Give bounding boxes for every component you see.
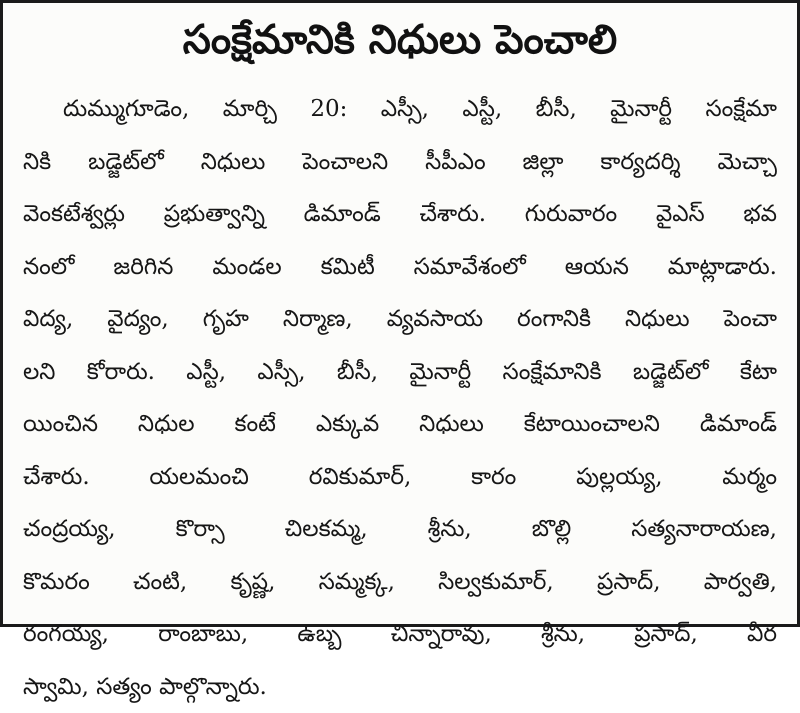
article-headline: సంక్షేమానికి నిధులు పెంచాలి: [3, 13, 797, 67]
article-line: యించిన నిధుల కంటే ఎక్కువ నిధులు కేటాయించాలని డిమాండ్: [23, 398, 777, 451]
article-line: రంగయ్య, రాంబాబు, ఉబ్బ చిన్నారావు, శ్రీను, ప్రసాద్, వీర: [23, 608, 777, 661]
article-line: వెంకటేశ్వర్లు ప్రభుత్వాన్ని డిమాండ్ చేశారు. గురువారం వైఎస్ భవ: [23, 188, 777, 241]
article-body: [23, 83, 777, 713]
article-line: స్వామి, సత్యం పాల్గొన్నారు.: [23, 661, 777, 713]
article-line: నంలో జరిగిన మండల కమిటీ సమావేశంలో ఆయన మాట్లాడారు.: [23, 241, 777, 294]
article-line: చంద్రయ్య, కొర్సా చిలకమ్మ, శ్రీను, బొల్లి సత్యనారాయణ,: [23, 503, 777, 556]
article-line: విద్య, వైద్యం, గృహ నిర్మాణ, వ్యవసాయ రంగానికి నిధులు పెంచా: [23, 293, 777, 346]
article-line: నికి బడ్జెట్‌లో నిధులు పెంచాలని సీపీఎం జిల్లా కార్యదర్శి మెచ్చా: [23, 136, 777, 189]
article-line: లని కోరారు. ఎస్టీ, ఎస్సీ, బీసీ, మైనార్టీ సంక్షేమానికి బడ్జెట్‌లో కేటా: [23, 346, 777, 399]
article-line: కొమరం చంటి, కృష్ణ, సమ్మక్క, సిల్వకుమార్, ప్రసాద్, పార్వతి,: [23, 556, 777, 609]
article-line: దుమ్ముగూడెం, మార్చి 20: ఎస్సీ, ఎస్టీ, బీసీ, మైనార్టీ సంక్షేమా: [23, 83, 777, 136]
article-line: చేశారు. యలమంచి రవికుమార్, కారం పుల్లయ్య, మర్మం: [23, 451, 777, 504]
